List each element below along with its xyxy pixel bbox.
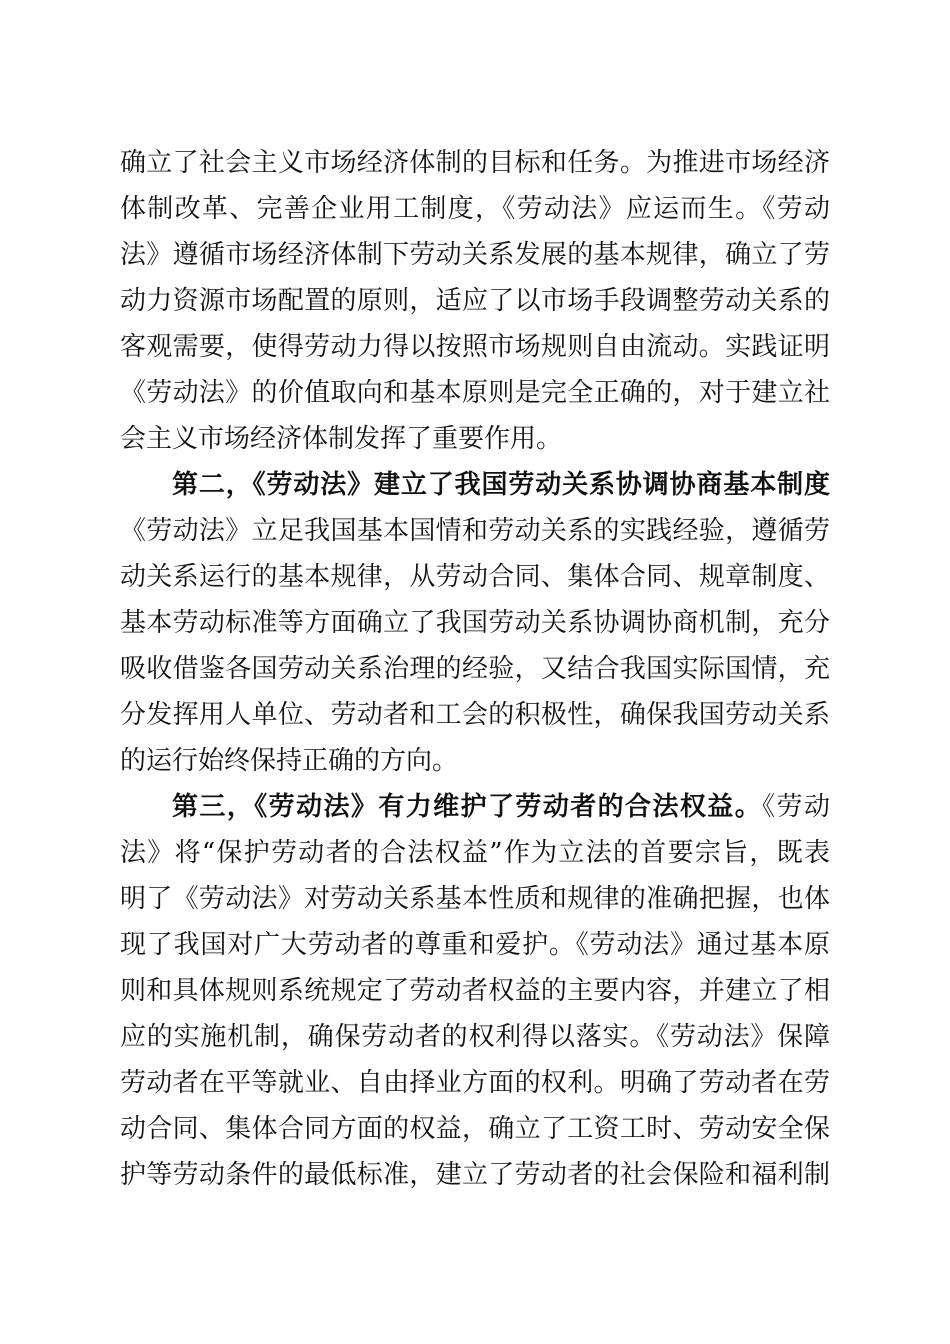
paragraph-2-line: 基本劳动标准等方面确立了我国劳动关系协调协商机制，充分 — [120, 608, 830, 638]
paragraph-3-heading: 第三，《劳动法》有力维护了劳动者的合法权益。 — [172, 792, 763, 822]
paragraph-1-line: 会主义市场经济体制发挥了重要作用。 — [120, 424, 563, 454]
paragraph-1-line: 确立了社会主义市场经济体制的目标和任务。为推进市场经济 — [120, 148, 830, 178]
paragraph-2-line: 《劳动法》立足我国基本国情和劳动关系的实践经验，遵循劳 — [120, 516, 830, 546]
paragraph-2-heading: 第二，《劳动法》建立了我国劳动关系协调协商基本制度 — [172, 470, 830, 500]
paragraph-1-line: 动力资源市场配置的原则，适应了以市场手段调整劳动关系的 — [120, 286, 830, 316]
paragraph-3-first-line — [120, 784, 830, 830]
paragraph-1-line: 客观需要，使得劳动力得以按照市场规则自由流动。实践证明 — [120, 332, 830, 362]
paragraph-3-line: 现了我国对广大劳动者的尊重和爱护。《劳动法》通过基本原 — [120, 930, 830, 960]
paragraph-3-line: 应的实施机制，确保劳动者的权利得以落实。《劳动法》保障 — [120, 1022, 830, 1052]
paragraph-3-line: 护等劳动条件的最低标准，建立了劳动者的社会保险和福利制 — [120, 1160, 830, 1190]
paragraph-3-line: 明了《劳动法》对劳动关系基本性质和规律的准确把握，也体 — [120, 884, 830, 914]
paragraph-2-line: 动关系运行的基本规律，从劳动合同、集体合同、规章制度、 — [120, 562, 830, 592]
paragraph-3-line: 法》将“保护劳动者的合法权益”作为立法的首要宗旨，既表 — [120, 838, 830, 868]
body-text — [120, 140, 830, 1198]
paragraph-1-line: 《劳动法》的价值取向和基本原则是完全正确的，对于建立社 — [120, 378, 830, 408]
paragraph-2-line: 吸收借鉴各国劳动关系治理的经验，又结合我国实际国情，充 — [120, 654, 830, 684]
paragraph-3-line: 则和具体规则系统规定了劳动者权益的主要内容，并建立了相 — [120, 976, 830, 1006]
paragraph-1-line: 法》遵循市场经济体制下劳动关系发展的基本规律，确立了劳 — [120, 240, 830, 270]
paragraph-2-line: 分发挥用人单位、劳动者和工会的积极性，确保我国劳动关系 — [120, 700, 830, 730]
paragraph-1-line: 体制改革、完善企业用工制度，《劳动法》应运而生。《劳动 — [120, 194, 830, 224]
paragraph-3-heading-tail: 《劳动 — [762, 792, 830, 822]
paragraph-2-line: 的运行始终保持正确的方向。 — [120, 746, 459, 776]
paragraph-3-line: 动合同、集体合同方面的权益，确立了工资工时、劳动安全保 — [120, 1114, 830, 1144]
paragraph-3-line: 劳动者在平等就业、自由择业方面的权利。明确了劳动者在劳 — [120, 1068, 830, 1098]
